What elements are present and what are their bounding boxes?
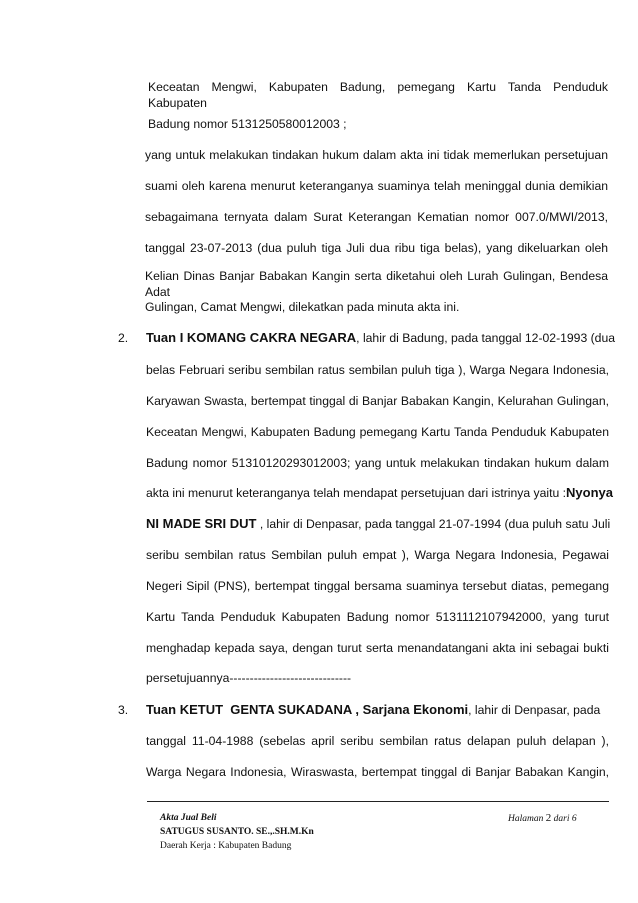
spouse-details: , lahir di Denpasar, pada tanggal 21-07-1994 (dua puluh satu Juli bbox=[256, 517, 611, 531]
party-details bbox=[356, 330, 615, 346]
footer-page-indicator bbox=[508, 812, 577, 825]
page-suffix: dari 6 bbox=[551, 814, 577, 824]
consent-line bbox=[146, 485, 614, 501]
paragraph-line: seribu sembilan ratus Sembilan puluh empat ), Warga Negara Indonesia, Pegawai bbox=[146, 548, 609, 562]
paragraph-line: Gulingan, Camat Mengwi, dilekatkan pada minuta akta ini. bbox=[145, 300, 460, 314]
item-number: 2. bbox=[118, 331, 129, 345]
paragraph-line: suami oleh karena menurut keteranganya suaminya telah meninggal dunia demikian bbox=[145, 179, 608, 193]
paragraph-line: yang untuk melakukan tindakan hukum dalam akta ini tidak memerlukan persetujuan bbox=[145, 148, 608, 162]
paragraph-line: Warga Negara Indonesia, Wiraswasta, bertempat tinggal di Banjar Babakan Kangin, bbox=[146, 765, 609, 779]
paragraph-line: Keceatan Mengwi, Kabupaten Badung, pemegang Kartu Tanda Penduduk Kabupaten bbox=[148, 80, 608, 110]
paragraph-line: Negeri Sipil (PNS), bertempat tinggal bersama suaminya tersebut diatas, pemegang bbox=[146, 579, 609, 593]
party-name: Tuan I KOMANG CAKRA NEGARA bbox=[146, 330, 357, 345]
paragraph-line: Badung nomor 5131250580012003 ; bbox=[148, 117, 347, 131]
paragraph-line: Karyawan Swasta, bertempat tinggal di Banjar Babakan Kangin, Kelurahan Gulingan, bbox=[146, 394, 609, 408]
page-prefix: Halaman bbox=[508, 814, 546, 824]
footer-notary: SATUGUS SUSANTO. SE.,.SH.M.Kn bbox=[160, 827, 314, 837]
party-heading bbox=[146, 330, 616, 346]
party-name: Tuan KETUT GENTA SUKADANA , Sarjana Ekonomi bbox=[146, 702, 469, 717]
party-heading bbox=[146, 702, 609, 718]
paragraph-line: Kartu Tanda Penduduk Kabupaten Badung nomor 5131112107942000, yang turut bbox=[146, 610, 609, 624]
paragraph-line: tanggal 23-07-2013 (dua puluh tiga Juli dua ribu tiga belas), yang dikeluarkan oleh bbox=[145, 241, 608, 255]
paragraph-line: persetujuannya------------------------------ bbox=[146, 671, 352, 685]
item-number: 3. bbox=[118, 703, 129, 717]
paragraph-line: Keceatan Mengwi, Kabupaten Badung pemegang Kartu Tanda Penduduk Kabupaten bbox=[146, 425, 609, 439]
spouse-line bbox=[146, 516, 609, 532]
paragraph-line: tanggal 11-04-1988 (sebelas april seribu sembilan ratus delapan puluh delapan ), bbox=[146, 734, 609, 748]
footer-work-area: Daerah Kerja : Kabupaten Badung bbox=[160, 841, 292, 851]
consent-text: akta ini menurut keteranganya telah mendapat persetujuan dari istrinya yaitu : bbox=[146, 486, 567, 500]
paragraph-line: belas Februari seribu sembilan ratus sembilan puluh tiga ), Warga Negara Indonesia, bbox=[146, 363, 609, 377]
party-details-text: , lahir di Badung, pada tanggal 12-02-1993 (dua bbox=[356, 331, 616, 345]
paragraph-line: Kelian Dinas Banjar Babakan Kangin serta diketahui oleh Lurah Gulingan, Bendesa Adat bbox=[145, 269, 608, 299]
paragraph-line: menghadap kepada saya, dengan turut serta menandatangani akta ini sebagai bukti bbox=[146, 641, 609, 655]
footer-divider bbox=[147, 801, 609, 802]
paragraph-line: sebagaimana ternyata dalam Surat Keterangan Kematian nomor 007.0/MWI/2013, bbox=[145, 210, 608, 224]
party-details: , lahir di Denpasar, pada bbox=[468, 703, 601, 717]
page-number: 2 bbox=[545, 812, 552, 824]
paragraph-line: Badung nomor 51310120293012003; yang untuk melakukan tindakan hukum dalam bbox=[146, 456, 609, 470]
spouse-name: NI MADE SRI DUT bbox=[146, 516, 257, 531]
footer-doc-title: Akta Jual Beli bbox=[160, 813, 217, 823]
spouse-title: Nyonya bbox=[566, 485, 614, 500]
